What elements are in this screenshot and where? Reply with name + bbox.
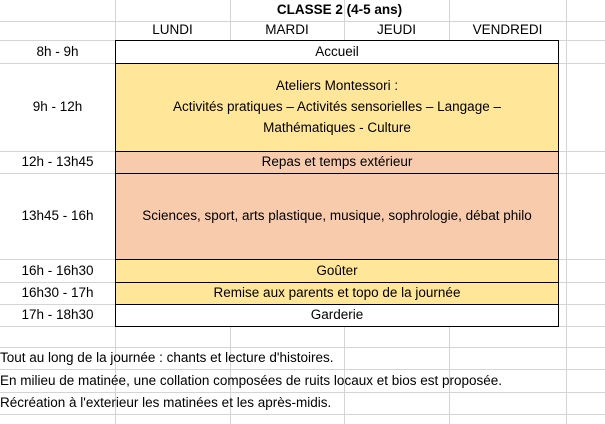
grid-row-line (0, 392, 605, 393)
activity-garderie[interactable]: Garderie (115, 304, 559, 327)
activity-line: Mathématiques - Culture (263, 119, 411, 135)
time-slot-label[interactable]: 16h - 16h30 (0, 260, 115, 282)
grid-row-line (0, 414, 605, 415)
time-slot-label[interactable]: 16h30 - 17h (0, 283, 115, 304)
activity-line: Ateliers Montessori : (275, 78, 399, 94)
note-collation[interactable]: En milieu de matinée, une collation composées de ruits locaux et bios est proposée. (0, 373, 503, 388)
day-header-friday[interactable]: VENDREDI (472, 22, 543, 38)
page-title[interactable]: CLASSE 2 (4-5 ans) (276, 2, 403, 18)
time-slot-label[interactable]: 12h - 13h45 (0, 152, 115, 173)
activity-ateliers-montessori[interactable] (115, 63, 559, 152)
time-slot-label[interactable]: 8h - 9h (0, 41, 115, 63)
activity-remise-parents[interactable]: Remise aux parents et topo de la journée (115, 282, 559, 305)
activity-accueil[interactable]: Accueil (115, 40, 559, 64)
activity-line: Activités pratiques – Activités sensorielles – Langage – (173, 99, 501, 115)
grid-row-line (0, 369, 605, 370)
time-slot-label[interactable]: 17h - 18h30 (0, 305, 115, 326)
day-header-thursday[interactable]: JEUDI (376, 22, 416, 38)
note-recreation[interactable]: Récréation à l'exterieur les matinées et les après-midis. (0, 395, 332, 410)
note-chants[interactable]: Tout au long de la journée : chants et lecture d'histoires. (0, 350, 334, 365)
activity-gouter[interactable]: Goûter (115, 259, 559, 283)
day-header-monday[interactable]: LUNDI (152, 22, 193, 38)
time-slot-label[interactable]: 9h - 12h (0, 64, 115, 151)
time-slot-label[interactable]: 13h45 - 16h (0, 174, 115, 259)
day-header-tuesday[interactable]: MARDI (265, 22, 309, 38)
activity-repas[interactable]: Repas et temps extérieur (115, 151, 559, 174)
grid-row-line (0, 347, 605, 348)
activity-sciences-sport[interactable]: Sciences, sport, arts plastique, musique, sophrologie, débat philo (115, 173, 559, 260)
